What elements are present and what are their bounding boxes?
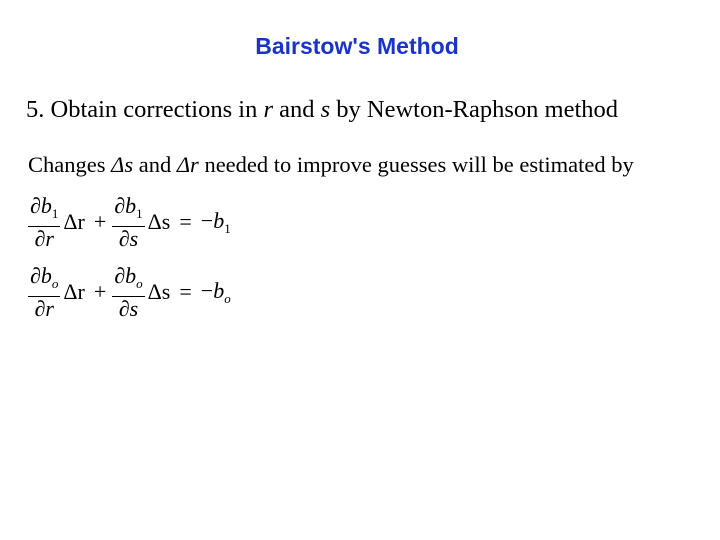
intro-delta-r: Δr xyxy=(176,152,199,177)
step-text-before: Obtain corrections in xyxy=(50,96,258,123)
eq1-delta-s: Δs xyxy=(147,209,171,234)
eq1-rhs: $-b_1$ xyxy=(200,207,231,236)
intro-word-changes: Changes xyxy=(28,152,106,177)
step-conj: and xyxy=(279,96,315,123)
intro-rest: needed to improve guesses will be estimated by xyxy=(204,152,634,177)
intro-delta-s: Δs xyxy=(111,152,134,177)
intro-sentence xyxy=(28,152,634,178)
eq2-equals: = xyxy=(179,279,192,304)
step-five-text xyxy=(26,96,618,124)
eq2-fraction-dbo-ds: $\frac{\partial b_o}{\partial s}$ xyxy=(114,262,143,321)
eq2-rhs: $-b_o$ xyxy=(200,277,231,306)
intro-word-and: and xyxy=(138,152,172,177)
equation-1 xyxy=(28,192,234,252)
eq1-plus: + xyxy=(93,209,107,234)
eq2-fraction-dbo-dr: $\frac{\partial b_o}{\partial r}$ xyxy=(30,262,59,321)
slide-title: Bairstow's Method xyxy=(255,33,459,59)
step-text-after: by Newton-Raphson method xyxy=(336,96,619,123)
eq2-delta-r: Δr xyxy=(63,279,85,304)
eq2-delta-s: Δs xyxy=(147,279,171,304)
eq1-fraction-db1-ds: $\frac{\partial b_1}{\partial s}$ xyxy=(114,192,143,251)
step-var-r: r xyxy=(263,96,273,123)
eq1-equals: = xyxy=(179,209,192,234)
eq1-delta-r: Δr xyxy=(63,209,85,234)
eq2-plus: + xyxy=(93,279,107,304)
eq1-fraction-db1-dr: $\frac{\partial b_1}{\partial r}$ xyxy=(30,192,59,251)
step-number: 5. xyxy=(26,96,45,123)
equation-2 xyxy=(28,262,234,322)
step-var-s: s xyxy=(320,96,331,123)
